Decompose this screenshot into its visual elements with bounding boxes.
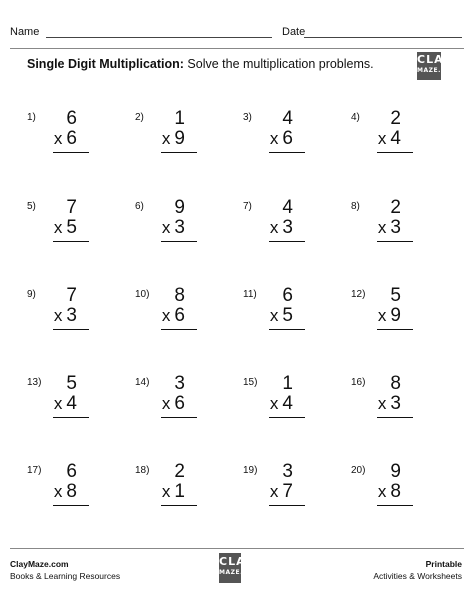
top-factor: 7 xyxy=(66,285,77,306)
bottom-factor: 4 xyxy=(390,128,401,149)
bottom-factor-line xyxy=(54,129,77,149)
problem-number: 14) xyxy=(135,377,150,388)
top-factor: 5 xyxy=(66,373,77,394)
problem-19 xyxy=(243,461,315,525)
multiply-sign: x xyxy=(53,306,63,325)
bottom-factor: 9 xyxy=(390,305,401,326)
answer-line[interactable] xyxy=(377,505,413,506)
footer-tagline: Books & Learning Resources xyxy=(10,571,121,581)
top-factor: 8 xyxy=(174,285,185,306)
top-factor: 9 xyxy=(174,197,185,218)
title-instructions: Solve the multiplication problems. xyxy=(187,57,374,71)
bottom-factor: 3 xyxy=(390,393,401,414)
problem-18 xyxy=(135,461,207,525)
footer-site: ClayMaze.com xyxy=(10,559,69,569)
bottom-factor-line xyxy=(162,218,185,238)
worksheet-title xyxy=(27,57,374,71)
logo-line1: CLAY xyxy=(219,555,254,568)
answer-line[interactable] xyxy=(269,241,305,242)
multiply-sign: x xyxy=(269,218,279,237)
logo-line2: MAZE.com xyxy=(417,67,457,74)
bottom-factor-line xyxy=(54,394,77,414)
bottom-factor-line xyxy=(378,218,401,238)
multiply-sign: x xyxy=(269,129,279,148)
bottom-factor-line xyxy=(378,129,401,149)
problem-2 xyxy=(135,108,207,172)
problem-4 xyxy=(351,108,423,172)
bottom-factor: 9 xyxy=(174,128,185,149)
top-factor: 1 xyxy=(174,108,185,129)
bottom-factor: 6 xyxy=(174,305,185,326)
bottom-factor: 5 xyxy=(66,217,77,238)
multiply-sign: x xyxy=(377,482,387,501)
answer-line[interactable] xyxy=(161,505,197,506)
bottom-factor: 6 xyxy=(174,393,185,414)
problem-5 xyxy=(27,197,99,261)
bottom-factor: 6 xyxy=(282,128,293,149)
bottom-factor-line xyxy=(378,394,401,414)
problem-number: 11) xyxy=(243,289,257,300)
problem-12 xyxy=(351,285,423,349)
problem-number: 19) xyxy=(243,465,258,476)
bottom-factor-line xyxy=(270,129,293,149)
name-label: Name xyxy=(10,26,40,38)
bottom-factor: 8 xyxy=(66,481,77,502)
bottom-factor-line xyxy=(54,218,77,238)
answer-line[interactable] xyxy=(161,417,197,418)
bottom-factor-line xyxy=(270,218,293,238)
multiply-sign: x xyxy=(53,218,63,237)
claymaze-logo-bottom xyxy=(219,553,259,583)
problem-number: 13) xyxy=(27,377,42,388)
problem-number: 2) xyxy=(135,112,144,123)
top-factor: 3 xyxy=(174,373,185,394)
problem-number: 9) xyxy=(27,289,36,300)
bottom-factor-line xyxy=(54,482,77,502)
multiply-sign: x xyxy=(161,306,171,325)
multiply-sign: x xyxy=(269,394,279,413)
bottom-factor: 1 xyxy=(174,481,185,502)
bottom-factor: 4 xyxy=(66,393,77,414)
name-date-row xyxy=(0,26,474,42)
problem-15 xyxy=(243,373,315,437)
problem-number: 4) xyxy=(351,112,360,123)
multiply-sign: x xyxy=(377,306,387,325)
top-divider xyxy=(10,48,464,49)
footer-left xyxy=(10,558,120,582)
bottom-factor-line xyxy=(54,306,77,326)
bottom-factor: 6 xyxy=(66,128,77,149)
problem-9 xyxy=(27,285,99,349)
bottom-factor: 3 xyxy=(66,305,77,326)
problem-number: 15) xyxy=(243,377,258,388)
date-label: Date xyxy=(282,26,306,38)
answer-line[interactable] xyxy=(53,329,89,330)
multiply-sign: x xyxy=(377,129,387,148)
problem-3 xyxy=(243,108,315,172)
problem-20 xyxy=(351,461,423,525)
problem-number: 10) xyxy=(135,289,150,300)
bottom-factor: 7 xyxy=(282,481,293,502)
bottom-factor-line xyxy=(270,306,293,326)
logo-line1: CLAY xyxy=(417,53,452,66)
bottom-factor: 3 xyxy=(390,217,401,238)
footer-right xyxy=(373,558,462,582)
problem-number: 20) xyxy=(351,465,366,476)
top-factor: 1 xyxy=(282,373,293,394)
top-factor: 4 xyxy=(282,197,293,218)
answer-line[interactable] xyxy=(377,417,413,418)
answer-line[interactable] xyxy=(53,417,89,418)
answer-line[interactable] xyxy=(269,417,305,418)
answer-line[interactable] xyxy=(269,152,305,153)
problem-10 xyxy=(135,285,207,349)
bottom-factor-line xyxy=(162,482,185,502)
problem-number: 7) xyxy=(243,201,252,212)
answer-line[interactable] xyxy=(377,329,413,330)
top-factor: 3 xyxy=(282,461,293,482)
top-factor: 7 xyxy=(66,197,77,218)
problem-1 xyxy=(27,108,99,172)
top-factor: 8 xyxy=(390,373,401,394)
title-bold: Single Digit Multiplication: xyxy=(27,57,184,71)
multiply-sign: x xyxy=(161,218,171,237)
multiply-sign: x xyxy=(161,482,171,501)
top-factor: 5 xyxy=(390,285,401,306)
bottom-factor-line xyxy=(378,306,401,326)
multiply-sign: x xyxy=(377,394,387,413)
bottom-factor-line xyxy=(162,129,185,149)
answer-line[interactable] xyxy=(377,152,413,153)
problem-11 xyxy=(243,285,315,349)
problem-number: 5) xyxy=(27,201,36,212)
top-factor: 6 xyxy=(282,285,293,306)
answer-line[interactable] xyxy=(161,329,197,330)
bottom-factor-line xyxy=(270,482,293,502)
answer-line[interactable] xyxy=(161,241,197,242)
name-blank-line[interactable] xyxy=(46,37,272,38)
problem-number: 17) xyxy=(27,465,42,476)
problem-number: 8) xyxy=(351,201,360,212)
bottom-factor-line xyxy=(162,306,185,326)
footer-activities: Activities & Worksheets xyxy=(373,571,462,581)
answer-line[interactable] xyxy=(53,505,89,506)
answer-line[interactable] xyxy=(377,241,413,242)
bottom-factor: 5 xyxy=(282,305,293,326)
top-factor: 6 xyxy=(66,108,77,129)
problem-number: 18) xyxy=(135,465,150,476)
bottom-factor: 3 xyxy=(174,217,185,238)
multiply-sign: x xyxy=(53,482,63,501)
problem-13 xyxy=(27,373,99,437)
problem-14 xyxy=(135,373,207,437)
claymaze-logo-top xyxy=(417,52,457,80)
date-blank-line[interactable] xyxy=(304,37,462,38)
problem-6 xyxy=(135,197,207,261)
multiply-sign: x xyxy=(269,306,279,325)
problem-number: 1) xyxy=(27,112,36,123)
top-factor: 2 xyxy=(390,197,401,218)
multiply-sign: x xyxy=(161,394,171,413)
top-factor: 2 xyxy=(174,461,185,482)
top-factor: 9 xyxy=(390,461,401,482)
problem-16 xyxy=(351,373,423,437)
bottom-factor-line xyxy=(378,482,401,502)
answer-line[interactable] xyxy=(53,152,89,153)
answer-line[interactable] xyxy=(161,152,197,153)
problem-number: 3) xyxy=(243,112,252,123)
answer-line[interactable] xyxy=(269,329,305,330)
multiply-sign: x xyxy=(53,129,63,148)
bottom-factor: 4 xyxy=(282,393,293,414)
problem-7 xyxy=(243,197,315,261)
top-factor: 4 xyxy=(282,108,293,129)
bottom-factor: 8 xyxy=(390,481,401,502)
problem-number: 16) xyxy=(351,377,366,388)
multiply-sign: x xyxy=(377,218,387,237)
answer-line[interactable] xyxy=(269,505,305,506)
multiply-sign: x xyxy=(53,394,63,413)
bottom-divider xyxy=(10,548,464,549)
logo-line2: MAZE.com xyxy=(219,569,259,576)
bottom-factor: 3 xyxy=(282,217,293,238)
problem-8 xyxy=(351,197,423,261)
top-factor: 6 xyxy=(66,461,77,482)
footer-printable: Printable xyxy=(425,559,462,569)
answer-line[interactable] xyxy=(53,241,89,242)
problem-number: 6) xyxy=(135,201,144,212)
bottom-factor-line xyxy=(270,394,293,414)
problem-17 xyxy=(27,461,99,525)
problem-number: 12) xyxy=(351,289,366,300)
multiply-sign: x xyxy=(269,482,279,501)
bottom-factor-line xyxy=(162,394,185,414)
multiply-sign: x xyxy=(161,129,171,148)
top-factor: 2 xyxy=(390,108,401,129)
